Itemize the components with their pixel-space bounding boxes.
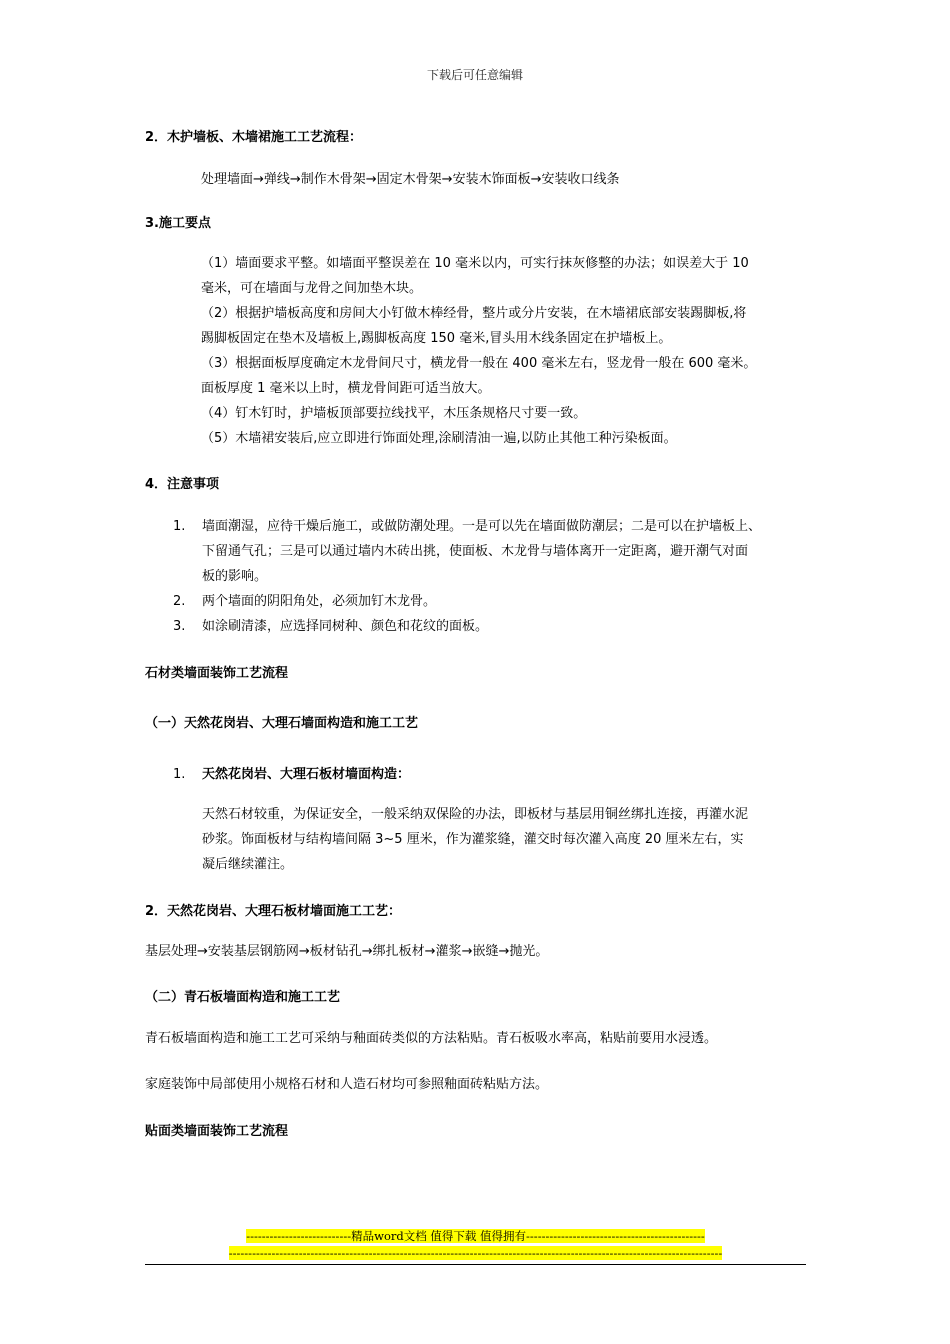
stone-item1-line: 凝后继续灌注。 (202, 857, 294, 872)
list-text: 墙面潮湿，应待干燥后施工，或做防潮处理。一是可以先在墙面做防潮层；二是可以在护墙板上、 (202, 519, 762, 534)
section-3-line: （5）木墙裙安装后,应立即进行饰面处理,涂刷清油一遍,以防止其他工种污染板面。 (201, 431, 677, 446)
section-4-title: 4．注意事项 (145, 477, 220, 492)
stone-item1-body (145, 802, 810, 877)
section-2-title: 2．木护墙板、木墙裙施工工艺流程： (145, 130, 363, 145)
section-3-line: 踢脚板固定在垫木及墙板上,踢脚板高度 150 毫米,冒头用木线条固定在护墙板上。 (201, 331, 672, 346)
stone-item1-line: 天然石材较重，为保证安全，一般采纳双保险的办法，即板材与基层用铜丝绑扎连接，再灌水泥 (202, 807, 749, 822)
list-text: 如涂刷清漆，应选择同树种、颜色和花纹的面板。 (202, 619, 489, 634)
list-item (145, 514, 810, 589)
list-number: 2. (173, 594, 186, 609)
section-3-line: 面板厚度 1 毫米以上时，横龙骨间距可适当放大。 (201, 381, 491, 396)
list-item (145, 614, 810, 639)
veneer-title: 贴面类墙面装饰工艺流程 (145, 1124, 289, 1139)
stone-sub1-title: （一）天然花岗岩、大理石墙面构造和施工工艺 (145, 716, 419, 731)
footer-banner (145, 1228, 806, 1245)
page-footer (145, 1228, 806, 1265)
stone-sub2-p2: 家庭装饰中局部使用小规格石材和人造石材均可参照釉面砖粘贴方法。 (145, 1077, 549, 1092)
stone-item1-line: 砂浆。饰面板材与结构墙间隔 3~5 厘米，作为灌浆缝，灌交时每次灌入高度 20 厘米左右，实 (202, 832, 744, 847)
section-3-line: 毫米，可在墙面与龙骨之间加垫木块。 (201, 281, 423, 296)
document-body (145, 126, 810, 1139)
section-3-title: 3.施工要点 (145, 216, 211, 231)
stone-title: 石材类墙面装饰工艺流程 (145, 666, 289, 681)
list-number: 1. (173, 519, 186, 534)
list-number: 1. (173, 767, 186, 782)
footer-banner-text: ---------------------------精品word文档 值得下载 值得拥有---------------------------------------------- (246, 1229, 705, 1243)
footer-dashes (145, 1245, 806, 1262)
section-3-line: （1）墙面要求平整。如墙面平整误差在 10 毫米以内，可实行抹灰修整的办法；如误差大于 10 (201, 256, 749, 271)
notes-list (145, 514, 810, 639)
stone-item-list (145, 762, 810, 787)
list-text: 板的影响。 (202, 569, 268, 584)
list-number: 3. (173, 619, 186, 634)
footer-dashes-text: ------------------------------------------------------------------------------------------------------------------------------- (228, 1246, 723, 1260)
stone-sub2-p1: 青石板墙面构造和施工工艺可采纳与釉面砖类似的方法粘贴。青石板吸水率高，粘贴前要用水浸透。 (145, 1031, 718, 1046)
list-item (145, 589, 810, 614)
list-text: 两个墙面的阴阳角处，必须加钉木龙骨。 (202, 594, 437, 609)
section-2-flow: 处理墙面→弹线→制作木骨架→固定木骨架→安装木饰面板→安装收口线条 (201, 172, 620, 187)
page-header: 下载后可任意编辑 (426, 68, 523, 82)
footer-rule (145, 1264, 806, 1265)
list-text: 下留通气孔；三是可以通过墙内木砖出挑，使面板、木龙骨与墙体离开一定距离，避开潮气对面 (202, 544, 749, 559)
stone-item1-title: 天然花岗岩、大理石板材墙面构造： (202, 767, 411, 782)
section-3-line: （2）根据护墙板高度和房间大小钉做木棒经骨，整片或分片安装，在木墙裙底部安装踢脚板,将 (201, 306, 747, 321)
section-3-line: （4）钉木钉时，护墙板顶部要拉线找平，木压条规格尺寸要一致。 (201, 406, 587, 421)
stone-item2-title: 2．天然花岗岩、大理石板材墙面施工工艺： (145, 904, 402, 919)
stone-item2-flow: 基层处理→安装基层钢筋网→板材钻孔→绑扎板材→灌浆→嵌缝→抛光。 (145, 944, 549, 959)
stone-sub2-title: （二）青石板墙面构造和施工工艺 (145, 990, 341, 1005)
list-item (145, 762, 810, 787)
section-3-line: （3）根据面板厚度确定木龙骨间尺寸，横龙骨一般在 400 毫米左右，竖龙骨一般在 600 毫米。 (201, 356, 757, 371)
section-3-body (145, 251, 810, 451)
